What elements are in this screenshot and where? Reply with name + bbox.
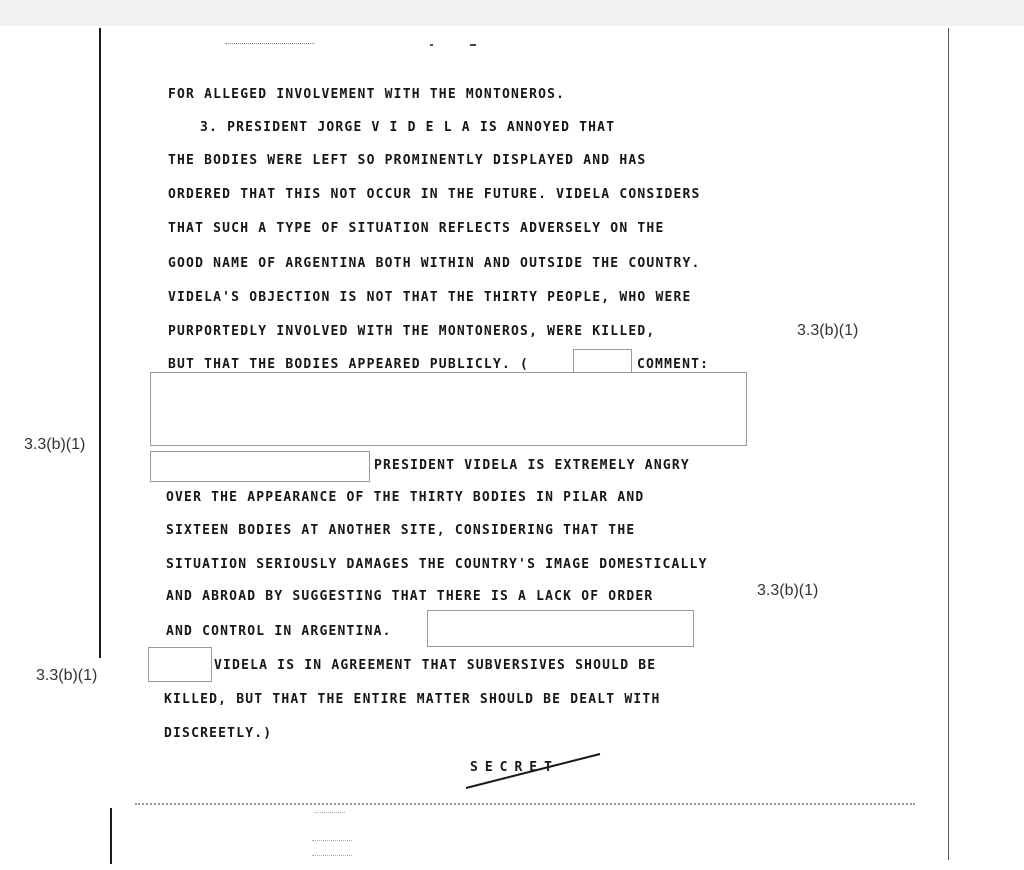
- page-left-edge-lower: [110, 808, 112, 864]
- document-line: FOR ALLEGED INVOLVEMENT WITH THE MONTONEROS.: [168, 87, 566, 102]
- exemption-label: 3.3(b)(1): [797, 322, 859, 339]
- scan-noise: [315, 812, 345, 821]
- document-line: PURPORTEDLY INVOLVED WITH THE MONTONEROS, WERE KILLED,: [168, 324, 656, 339]
- document-line: KILLED, BUT THAT THE ENTIRE MATTER SHOULD BE DEALT WITH: [164, 692, 661, 707]
- document-line: SIXTEEN BODIES AT ANOTHER SITE, CONSIDERING THAT THE: [166, 523, 636, 538]
- redaction-box: [148, 647, 212, 682]
- exemption-label: 3.3(b)(1): [36, 667, 98, 684]
- page-right-edge: [948, 28, 949, 860]
- document-line: 3. PRESIDENT JORGE V I D E L A IS ANNOYED THAT: [200, 120, 616, 135]
- document-line: ORDERED THAT THIS NOT OCCUR IN THE FUTURE. VIDELA CONSIDERS: [168, 187, 701, 202]
- viewer-top-band: [0, 0, 1024, 26]
- scan-noise: [312, 840, 352, 856]
- scan-noise: [430, 44, 433, 46]
- document-line: COMMENT:: [637, 357, 710, 372]
- redaction-box: [427, 610, 694, 647]
- document-line: THE BODIES WERE LEFT SO PROMINENTLY DISPLAYED AND HAS: [168, 153, 647, 168]
- document-line: DISCREETLY.): [164, 726, 273, 741]
- scan-noise: [470, 44, 476, 46]
- classification-stamp: SECRET: [470, 760, 559, 775]
- document-line: AND CONTROL IN ARGENTINA.: [166, 624, 392, 639]
- page-left-edge: [99, 28, 101, 658]
- document-line: BUT THAT THE BODIES APPEARED PUBLICLY. (: [168, 357, 530, 372]
- document-line: GOOD NAME OF ARGENTINA BOTH WITHIN AND OUTSIDE THE COUNTRY.: [168, 256, 701, 271]
- stamp-strike-line: [460, 748, 610, 798]
- redaction-box: [150, 451, 370, 482]
- exemption-label: 3.3(b)(1): [24, 436, 86, 453]
- document-line: AND ABROAD BY SUGGESTING THAT THERE IS A LACK OF ORDER: [166, 589, 654, 604]
- document-line: OVER THE APPEARANCE OF THE THIRTY BODIES IN PILAR AND: [166, 490, 645, 505]
- scan-noise: [135, 803, 915, 806]
- document-line: THAT SUCH A TYPE OF SITUATION REFLECTS ADVERSELY ON THE: [168, 221, 665, 236]
- document-line: SITUATION SERIOUSLY DAMAGES THE COUNTRY'S IMAGE DOMESTICALLY: [166, 557, 708, 572]
- document-line: PRESIDENT VIDELA IS EXTREMELY ANGRY: [374, 458, 690, 473]
- redaction-box: [150, 372, 747, 446]
- exemption-label: 3.3(b)(1): [757, 582, 819, 599]
- document-line: VIDELA'S OBJECTION IS NOT THAT THE THIRTY PEOPLE, WHO WERE: [168, 290, 692, 305]
- document-line: VIDELA IS IN AGREEMENT THAT SUBVERSIVES SHOULD BE: [214, 658, 657, 673]
- scan-noise: [225, 43, 315, 45]
